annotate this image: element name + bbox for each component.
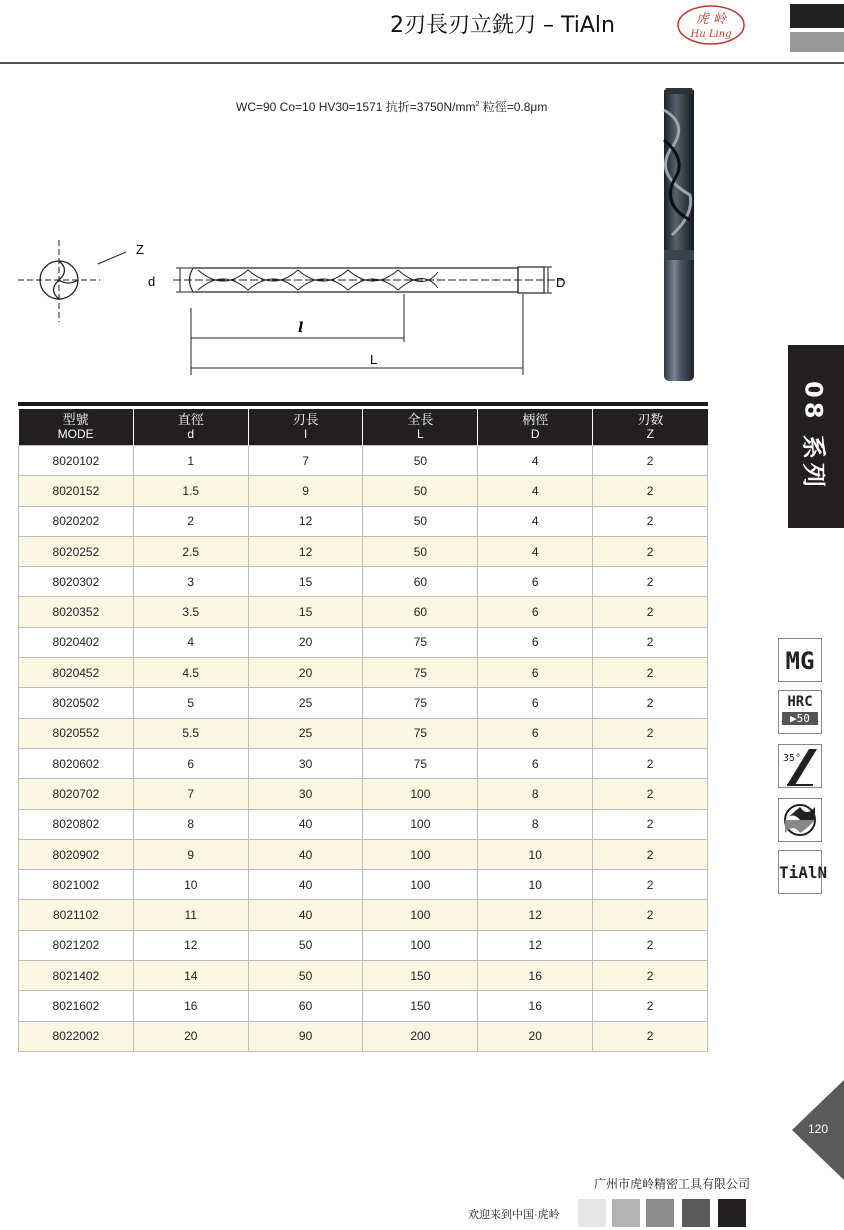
page-number: 120 xyxy=(808,1122,829,1136)
table-row xyxy=(19,476,708,506)
table-cell: 8020552 xyxy=(19,718,134,748)
two-flute-badge xyxy=(778,798,822,842)
table-cell: 60 xyxy=(363,567,478,597)
table-cell: 10 xyxy=(133,870,248,900)
table-cell: 2 xyxy=(593,748,708,778)
table-row xyxy=(19,506,708,536)
table-cell: 10 xyxy=(478,870,593,900)
spec-sup: 2 xyxy=(475,101,480,108)
table-cell: 12 xyxy=(248,536,363,566)
table-row xyxy=(19,809,708,839)
table-cell: 8021602 xyxy=(19,991,134,1021)
table-cell: 8020802 xyxy=(19,809,134,839)
table-cell: 5 xyxy=(133,688,248,718)
table-row xyxy=(19,748,708,778)
table-cell: 75 xyxy=(363,748,478,778)
spec-text: WC=90 Co=10 HV30=1571 抗折=3750N/mm xyxy=(236,100,476,114)
table-cell: 8020252 xyxy=(19,536,134,566)
hu-ling-logo xyxy=(676,4,746,46)
table-cell: 2 xyxy=(593,506,708,536)
table-cell: 20 xyxy=(133,1021,248,1051)
color-swatch xyxy=(578,1199,606,1227)
table-cell: 2 xyxy=(593,567,708,597)
table-cell: 100 xyxy=(363,900,478,930)
table-cell: 9 xyxy=(248,476,363,506)
table-cell: 8020402 xyxy=(19,627,134,657)
table-cell: 2 xyxy=(593,446,708,476)
table-cell: 25 xyxy=(248,688,363,718)
table-cell: 20 xyxy=(248,627,363,657)
label-l: l xyxy=(298,320,304,336)
column-header xyxy=(248,409,363,446)
table-cell: 150 xyxy=(363,991,478,1021)
end-mill-drawing xyxy=(18,230,578,390)
table-top-rule xyxy=(18,402,708,406)
column-header-en: d xyxy=(187,427,195,441)
end-view xyxy=(18,240,126,322)
table-cell: 2 xyxy=(593,991,708,1021)
table-cell: 2 xyxy=(593,658,708,688)
hrc-value: ▶50 xyxy=(782,712,818,725)
table-body xyxy=(19,446,708,1052)
logo-text-cn: 虎 岭 xyxy=(695,12,727,27)
table-cell: 50 xyxy=(363,476,478,506)
label-z: Z xyxy=(136,242,144,257)
column-header-cn: 柄徑 xyxy=(522,412,549,427)
column-header xyxy=(593,409,708,446)
table-cell: 2 xyxy=(593,961,708,991)
color-swatch xyxy=(682,1199,710,1227)
table-cell: 2 xyxy=(593,597,708,627)
table-cell: 2 xyxy=(593,930,708,960)
table-row xyxy=(19,446,708,476)
two-flute-icon xyxy=(779,799,821,841)
table-cell: 6 xyxy=(478,597,593,627)
table-cell: 4 xyxy=(478,476,593,506)
table-row xyxy=(19,991,708,1021)
table-row xyxy=(19,961,708,991)
spec-tail: 粒徑=0.8μm xyxy=(479,100,548,114)
label-D: D xyxy=(556,275,566,290)
company-name: 广州市虎岭精密工具有限公司 xyxy=(594,1177,751,1191)
table-cell: 2 xyxy=(593,627,708,657)
table-cell: 20 xyxy=(248,658,363,688)
table-cell: 75 xyxy=(363,688,478,718)
table-cell: 8020302 xyxy=(19,567,134,597)
table-cell: 2 xyxy=(593,476,708,506)
table-cell: 150 xyxy=(363,961,478,991)
series-label: 08 系列 xyxy=(799,381,828,491)
table-row xyxy=(19,658,708,688)
table-cell: 25 xyxy=(248,718,363,748)
table-cell: 4 xyxy=(478,446,593,476)
material-spec xyxy=(236,98,547,115)
table-row xyxy=(19,930,708,960)
table-cell: 2 xyxy=(133,506,248,536)
table-cell: 8020352 xyxy=(19,597,134,627)
table-cell: 60 xyxy=(248,991,363,1021)
tialn-badge: TiAlN xyxy=(778,850,822,894)
table-cell: 75 xyxy=(363,658,478,688)
table-cell: 7 xyxy=(248,446,363,476)
table-row xyxy=(19,870,708,900)
table-cell: 90 xyxy=(248,1021,363,1051)
table-cell: 8 xyxy=(478,779,593,809)
table-cell: 8020202 xyxy=(19,506,134,536)
table-cell: 2 xyxy=(593,688,708,718)
table-cell: 4.5 xyxy=(133,658,248,688)
table-cell: 40 xyxy=(248,870,363,900)
column-header-en: L xyxy=(417,427,424,441)
table-cell: 100 xyxy=(363,930,478,960)
table-cell: 8020102 xyxy=(19,446,134,476)
page-title: 2刃長刃立銑刀 – TiAln xyxy=(390,13,615,38)
table-cell: 50 xyxy=(363,536,478,566)
table-cell: 2 xyxy=(593,1021,708,1051)
column-header xyxy=(133,409,248,446)
column-header-cn: 直徑 xyxy=(177,412,204,427)
table-cell: 8020902 xyxy=(19,839,134,869)
table-cell: 2.5 xyxy=(133,536,248,566)
label-L: L xyxy=(370,352,378,367)
color-swatch xyxy=(646,1199,674,1227)
table-cell: 60 xyxy=(363,597,478,627)
color-swatch xyxy=(612,1199,640,1227)
table-row xyxy=(19,567,708,597)
table-cell: 200 xyxy=(363,1021,478,1051)
table-row xyxy=(19,779,708,809)
table-cell: 16 xyxy=(133,991,248,1021)
table-cell: 50 xyxy=(248,961,363,991)
table-cell: 100 xyxy=(363,779,478,809)
table-cell: 20 xyxy=(478,1021,593,1051)
table-row xyxy=(19,688,708,718)
table-cell: 8021102 xyxy=(19,900,134,930)
table-cell: 1.5 xyxy=(133,476,248,506)
table-cell: 2 xyxy=(593,809,708,839)
table-cell: 6 xyxy=(478,718,593,748)
column-header-en: MODE xyxy=(57,427,94,441)
table-header-row xyxy=(19,409,708,446)
table-cell: 5.5 xyxy=(133,718,248,748)
table-cell: 6 xyxy=(478,658,593,688)
spec-table xyxy=(18,409,708,1052)
color-swatch xyxy=(718,1199,746,1227)
column-header-en: l xyxy=(304,427,307,441)
table-cell: 50 xyxy=(363,506,478,536)
helix-angle-text: 35° xyxy=(783,753,802,764)
header-grey-bar xyxy=(790,32,844,52)
column-header-en: D xyxy=(530,427,540,441)
table-cell: 100 xyxy=(363,839,478,869)
table-cell: 50 xyxy=(363,446,478,476)
table-cell: 15 xyxy=(248,567,363,597)
table-cell: 8021002 xyxy=(19,870,134,900)
table-cell: 30 xyxy=(248,748,363,778)
table-cell: 75 xyxy=(363,627,478,657)
column-header-cn: 型號 xyxy=(62,412,89,427)
table-cell: 12 xyxy=(478,930,593,960)
table-row xyxy=(19,597,708,627)
table-cell: 8020502 xyxy=(19,688,134,718)
table-cell: 6 xyxy=(478,688,593,718)
table-cell: 8020602 xyxy=(19,748,134,778)
hrc-label: HRC xyxy=(787,694,813,710)
table-cell: 11 xyxy=(133,900,248,930)
table-cell: 8020702 xyxy=(19,779,134,809)
hrc-badge xyxy=(778,690,822,734)
table-cell: 75 xyxy=(363,718,478,748)
logo-text-en: Hu Ling xyxy=(690,29,732,40)
end-mill-photo xyxy=(650,80,708,385)
table-cell: 8021402 xyxy=(19,961,134,991)
table-cell: 8020152 xyxy=(19,476,134,506)
helix-angle-icon xyxy=(779,745,821,787)
table-cell: 8020452 xyxy=(19,658,134,688)
table-cell: 4 xyxy=(478,506,593,536)
table-cell: 2 xyxy=(593,779,708,809)
table-cell: 2 xyxy=(593,870,708,900)
table-cell: 12 xyxy=(248,506,363,536)
table-cell: 3.5 xyxy=(133,597,248,627)
helix-angle-badge xyxy=(778,744,822,788)
table-cell: 6 xyxy=(478,748,593,778)
table-cell: 8021202 xyxy=(19,930,134,960)
table-cell: 4 xyxy=(133,627,248,657)
table-cell: 8 xyxy=(478,809,593,839)
table-cell: 50 xyxy=(248,930,363,960)
table-cell: 16 xyxy=(478,991,593,1021)
table-cell: 100 xyxy=(363,870,478,900)
table-cell: 14 xyxy=(133,961,248,991)
table-cell: 8022002 xyxy=(19,1021,134,1051)
label-d: d xyxy=(148,274,156,289)
column-header-cn: 全長 xyxy=(407,412,434,427)
table-cell: 3 xyxy=(133,567,248,597)
table-cell: 6 xyxy=(478,627,593,657)
table-cell: 12 xyxy=(478,900,593,930)
column-header-cn: 刃数 xyxy=(637,412,664,427)
table-cell: 40 xyxy=(248,809,363,839)
table-cell: 6 xyxy=(478,567,593,597)
table-row xyxy=(19,536,708,566)
table-cell: 7 xyxy=(133,779,248,809)
table-cell: 40 xyxy=(248,839,363,869)
table-cell: 100 xyxy=(363,809,478,839)
table-cell: 2 xyxy=(593,900,708,930)
column-header xyxy=(478,409,593,446)
column-header-en: Z xyxy=(646,427,654,441)
side-view xyxy=(173,267,566,375)
table-cell: 12 xyxy=(133,930,248,960)
table-cell: 4 xyxy=(478,536,593,566)
table-cell: 9 xyxy=(133,839,248,869)
column-header-cn: 刃長 xyxy=(292,412,319,427)
table-cell: 2 xyxy=(593,839,708,869)
table-cell: 10 xyxy=(478,839,593,869)
table-row xyxy=(19,839,708,869)
table-cell: 16 xyxy=(478,961,593,991)
welcome-text: 欢迎来到中国·虎岭 xyxy=(468,1209,560,1221)
table-cell: 8 xyxy=(133,809,248,839)
table-cell: 2 xyxy=(593,718,708,748)
table-row xyxy=(19,1021,708,1051)
table-cell: 15 xyxy=(248,597,363,627)
table-row xyxy=(19,718,708,748)
table-row xyxy=(19,900,708,930)
column-header xyxy=(19,409,134,446)
header-dark-bar xyxy=(790,4,844,28)
table-cell: 6 xyxy=(133,748,248,778)
column-header xyxy=(363,409,478,446)
table-cell: 2 xyxy=(593,536,708,566)
table-row xyxy=(19,627,708,657)
table-cell: 40 xyxy=(248,900,363,930)
header-divider xyxy=(0,62,844,64)
table-cell: 30 xyxy=(248,779,363,809)
table-cell: 1 xyxy=(133,446,248,476)
mg-badge: MG xyxy=(778,638,822,682)
